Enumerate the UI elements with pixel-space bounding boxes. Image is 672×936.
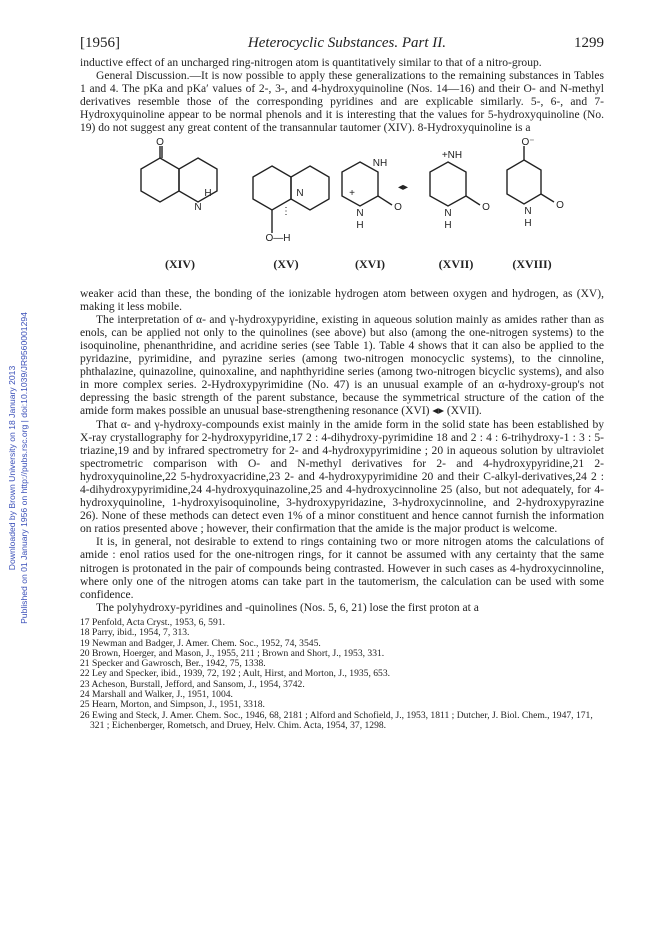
atom-o-minus-xviii: O⁻ <box>521 137 535 148</box>
publication-notice[interactable]: Published on 01 January 1956 on http://pubs.rsc.org | doi:10.1039/JR9560001294 <box>19 312 29 624</box>
paragraph-7: The polyhydroxy-pyridines and -quinolines (Nos. 5, 6, 21) lose the first proton at a <box>96 601 479 614</box>
atom-h-xvi: H <box>356 219 364 231</box>
label-xv: (XV) <box>273 256 299 271</box>
running-header <box>80 30 604 52</box>
header-page-number: 1299 <box>573 35 604 51</box>
atom-n-xvi: N <box>356 207 364 219</box>
atom-n-xiv: N <box>194 201 202 213</box>
atom-o-xviii: O <box>556 199 564 211</box>
reference-23: 23 Acheson, Burstall, Jefford, and Sansom, J., 1954, 3742. <box>80 678 305 690</box>
atom-h-xvii: H <box>444 219 452 231</box>
paragraph-3: weaker acid than these, the bonding of the ionizable hydrogen atom between oxygen and hydrogen, as (XV), making it less mobile. <box>80 287 604 313</box>
label-xvi: (XVI) <box>355 256 385 271</box>
journal-page <box>80 30 604 731</box>
atom-n-xv: N <box>296 187 304 199</box>
reference-17: 17 Penfold, Acta Cryst., 1953, 6, 591. <box>80 616 225 628</box>
paragraph-4: The interpretation of α- and γ-hydroxypyridine, existing in aqueous solution mainly as amides rather than as enols, can be applied not only to the quinolines (see above) but also (among the one-nitrogen systems) to the isoquinoline, phenanthridine, and acridine series (see Table 1). Table 4 shows that it can also be applied to the pyridazine, pyrimidine, and pyrazine series (among two-nitrogen monocyclic systems), to the cinnoline, phthalazine, quinazoline, quinoxaline, and naphthyridine series (among two-nitrogen bicyclic systems), and also in more complex series. 2-Hydroxypyrimidine (No. 47) is an unusual example of an α-hydroxy-group's not depressing the basic strength of the parent substance, because the symmetrical structure of the cation of the amide form makes possible an unusual base-strengthening resonance (XVI) ◂▸ (XVII). <box>80 313 604 418</box>
atom-plus-nh-xvii: +NH <box>441 149 463 161</box>
label-xvii: (XVII) <box>438 256 474 271</box>
reference-25: 25 Hearn, Morton, and Simpson, J., 1951, 3318. <box>80 699 265 711</box>
atom-oh-xv: O—H <box>265 232 291 244</box>
download-watermark <box>0 0 36 936</box>
label-xviii: (XVIII) <box>512 256 552 271</box>
reference-24: 24 Marshall and Walker, J., 1951, 1004. <box>80 688 233 700</box>
reference-26: 26 Ewing and Steck, J. Amer. Chem. Soc., 1946, 68, 2181 ; Alford and Schofield, J., 1953, 1811 ; Dutcher, J. Biol. Chem., 1947, 171, 321 ; Eichenberger, Rometsch, and Druey, Helv. Chim. Acta, 1954, 37, 1298. <box>80 709 593 731</box>
atom-o-xiv: O <box>156 137 164 148</box>
references <box>80 618 604 731</box>
structure-xviii <box>507 146 554 204</box>
reference-20: 20 Brown, Hoerger, and Mason, J., 1955, 211 ; Brown and Short, J., 1953, 331. <box>80 647 385 659</box>
reference-22: 22 Ley and Specker, ibid., 1939, 72, 192 ; Ault, Hirst, and Morton, J., 1935, 653. <box>80 668 391 680</box>
structure-xvii <box>430 162 480 206</box>
paragraph-1: inductive effect of an uncharged ring-nitrogen atom is quantitatively similar to that of a nitro-group. <box>80 57 542 69</box>
header-year: [1956] <box>80 35 120 51</box>
paragraph-2: General Discussion.—It is now possible to apply these generalizations to the remaining substances in Tables 1 and 4. The pKa and pKa′ values of 2-, 3-, and 4-hydroxyquinoline (Nos. 14—16) and their O- and N-methyl derivatives resemble those of the corresponding pyridines and are explicable similarly. 5-, 6-, and 7-Hydroxyquinoline appear to be normal phenols and it is interesting that the values for 5-hydroxyquinoline (No. 19) do not suggest any great content of the transannular tautomer (XIV). 8-Hydroxyquinoline is a <box>80 70 604 135</box>
atom-o-xvii: O <box>482 201 490 213</box>
structure-xv <box>253 166 329 233</box>
header-title: Heterocyclic Substances. Part II. <box>247 35 447 51</box>
reference-21: 21 Specker and Gawrosch, Ber., 1942, 75, 1338. <box>80 658 266 670</box>
atom-h-xiv: H <box>204 187 212 199</box>
atom-n-xvii: N <box>444 207 452 219</box>
atom-o-xvi: O <box>394 201 402 213</box>
download-notice[interactable]: Downloaded by Brown University on 18 January 2013 <box>7 365 17 571</box>
paragraph-6: It is, in general, not desirable to extend to rings containing two or more nitrogen atoms the calculations of amide : enol ratios used for the one-nitrogen rings, for it cannot be assumed with any certainty that the same nitrogen is protonated in the pair of compounds being contrasted. However in such cases as 4-hydroxycinnoline, where only one of the nitrogen atoms can take part in the tautomerism, the calculation can be used with some confidence. <box>80 536 604 601</box>
atom-n-xviii: N <box>524 205 532 217</box>
reference-19: 19 Newman and Badger, J. Amer. Chem. Soc., 1952, 74, 3545. <box>80 637 321 649</box>
label-xiv: (XIV) <box>165 256 195 271</box>
reference-18: 18 Parry, ibid., 1954, 7, 313. <box>80 627 190 639</box>
paragraph-5: That α- and γ-hydroxy-compounds exist mainly in the amide form in the solid state has been established by X-ray crystallography for 2-hydroxypyridine,17 2 : 4-dihydroxy-pyrimidine 18 and 2 : 4 : 6-trihydroxy-1 : 3 : 5-triazine,19 and by infrared spectrometry for 2- and 4-hydroxypyrimidine ; 20 in aqueous solution by ultraviolet spectrometric comparison with O- and N-methyl derivatives for 2- and 4-hydroxypyridine,21 2-hydroxyquinoline,22 5-hydroxyacridine,23 2- and 4-hydroxypyrimidine 20 and their C-alkyl-derivatives,24 2 : 4-dihydroxypyrimidine,24 4-hydroxyquinazoline,25 and 4-hydroxycinnoline 25 (also, but not adequately, for 4-hydroxyquinoline, 1-hydroxyisoquinoline, 3-hydroxypyridazine, 3-hydroxycinnoline, and 2-hydroxypyrazine 26). None of these methods can detect even 1% of a minor constituent and hence cannot furnish the information on ratios presented above ; however, their confirmation that the amide is the major product is welcome. <box>80 418 604 536</box>
hbond-dots-xv: ⋮ <box>281 205 291 217</box>
structure-figure <box>80 138 604 286</box>
resonance-arrow: ◂▸ <box>397 181 409 193</box>
plus-xvi: + <box>349 187 355 199</box>
atom-nh-xvi: NH <box>372 157 388 169</box>
atom-h-xviii: H <box>524 217 532 229</box>
